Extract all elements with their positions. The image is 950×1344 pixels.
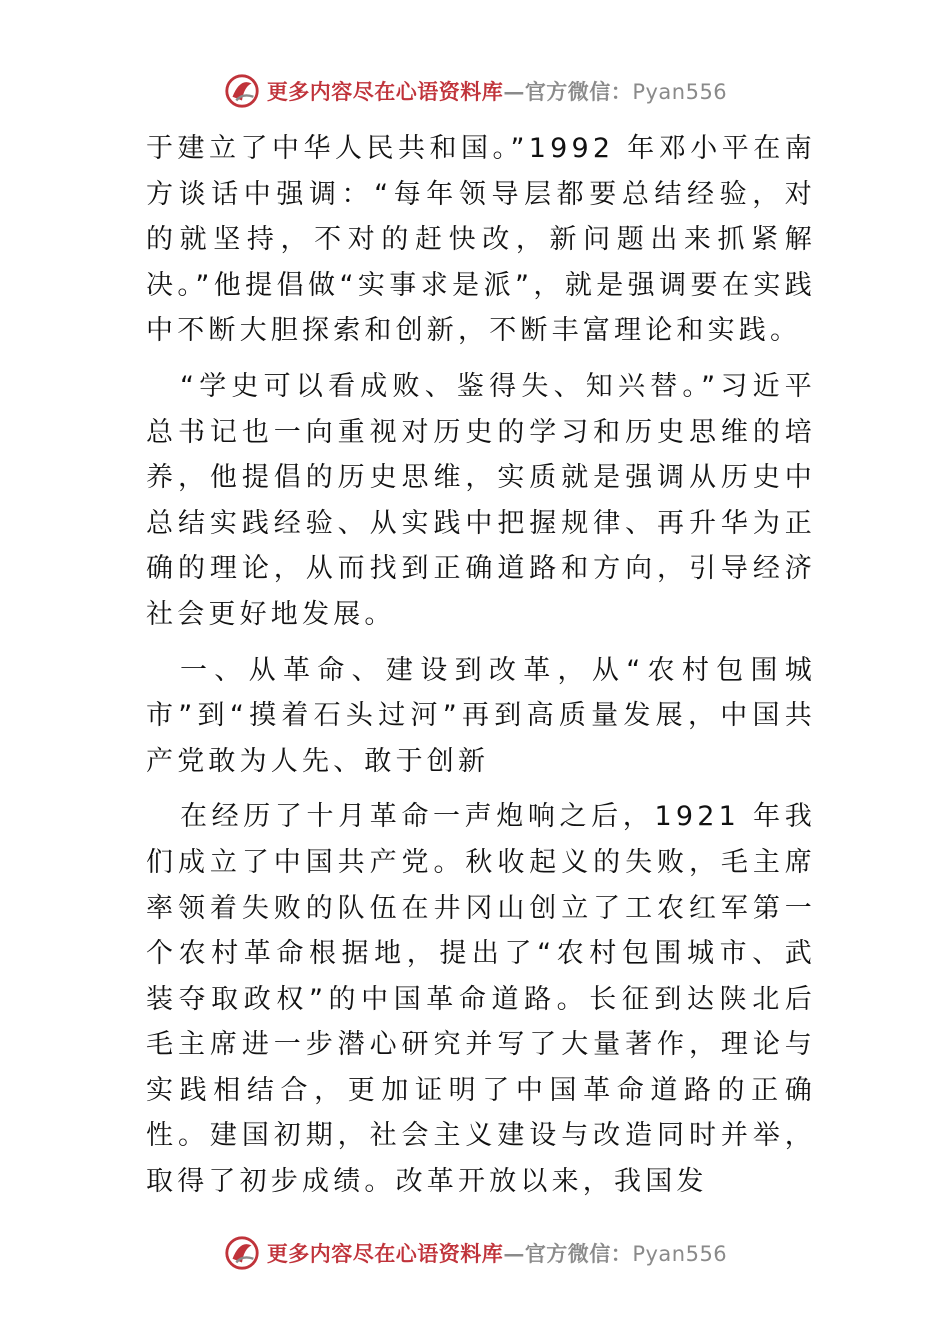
paragraph-1: 于建立了中华人民共和国。”1992 年邓小平在南方谈话中强调：“每年领导层都要总结经验，对的就坚持，不对的赶快改，新问题出来抓紧解决。”他提倡做“实事求是派”，就是强调要在实践中不断大胆探索和创新，不断丰富理论和实践。 <box>146 133 816 347</box>
paragraph-2: “学史可以看成败、鉴得失、知兴替。”习近平总书记也一向重视对历史的学习和历史思维的培养，他提倡的历史思维，实质就是强调从历史中总结实践经验、从实践中把握规律、再升华为正确的理论，从而找到正确道路和方向，引导经济社会更好地发展。 <box>146 370 816 630</box>
paragraph-gap <box>146 784 816 794</box>
document-body <box>146 126 816 1205</box>
header-wechat-label: 官方微信： <box>524 79 633 104</box>
logo-icon <box>223 72 261 110</box>
header-text <box>267 76 727 106</box>
footer-banner-inner <box>223 1234 727 1272</box>
header-banner <box>0 66 950 116</box>
footer-brand: 更多内容尽在心语资料库 <box>266 1241 504 1266</box>
header-wechat-id: Pyan556 <box>632 80 728 104</box>
section-heading-1: 一、从革命、建设到改革，从“农村包围城市”到“摸着石头过河”再到高质量发展，中国共产党敢为人先、敢于创新 <box>146 654 816 777</box>
paragraph-gap <box>146 354 816 364</box>
paragraph-gap <box>146 638 816 648</box>
header-banner-inner <box>223 72 727 110</box>
footer-wechat-label: 官方微信： <box>524 1241 633 1266</box>
footer-separator: — <box>503 1241 525 1266</box>
footer-banner <box>0 1228 950 1278</box>
header-brand: 更多内容尽在心语资料库 <box>266 79 504 104</box>
logo-icon <box>223 1234 261 1272</box>
header-separator: — <box>503 79 525 104</box>
paragraph-3: 在经历了十月革命一声炮响之后，1921 年我们成立了中国共产党。秋收起义的失败，毛主席率领着失败的队伍在井冈山创立了工农红军第一个农村革命根据地，提出了“农村包围城市、武装夺取政权”的中国革命道路。长征到达陕北后毛主席进一步潜心研究并写了大量著作，理论与实践相结合，更加证明了中国革命道路的正确性。建国初期，社会主义建设与改造同时并举，取得了初步成绩。改革开放以来，我国发 <box>146 801 816 1198</box>
footer-text <box>267 1238 727 1268</box>
footer-wechat-id: Pyan556 <box>632 1242 728 1266</box>
